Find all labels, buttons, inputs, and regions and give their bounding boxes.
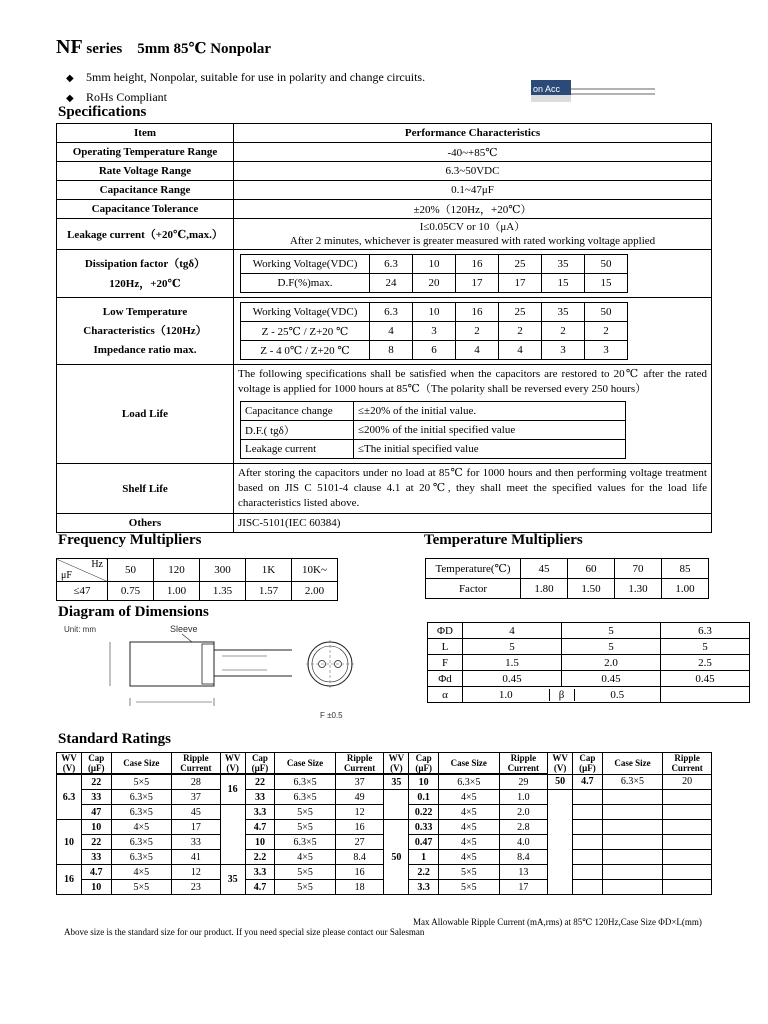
ratings-cap-cell: 33 (81, 790, 111, 805)
ratings-cap-cell (573, 790, 603, 805)
ratings-cell: 6.3×5 (275, 835, 336, 850)
ratings-row (57, 790, 712, 805)
ratings-cell: 17 (172, 820, 221, 835)
frequency-table: Hz μF 50 120 300 1K 10K~ ≤47 0.75 1.00 1.35 1.57 2.00 (56, 558, 338, 601)
shelf-life-text: After storing the capacitors under no load at 85℃ for 1000 hours and then performing voltage treatment based on JIS C 5101-4 clause 4.1 at 20℃, they shall meet the specified values for the load life characteristics listed above. (234, 464, 712, 514)
ratings-header-cell: Case Size (275, 753, 336, 775)
ratings-header-cell: Case Size (439, 753, 500, 775)
ratings-cap-cell: 4.7 (81, 865, 111, 880)
ratings-cap-cell (573, 850, 603, 865)
spec-row: Capacitance Range 0.1~47μF (57, 181, 712, 200)
ratings-cap-cell: 2.2 (245, 850, 275, 865)
specifications-table (56, 123, 712, 533)
ratings-cell: 12 (335, 805, 384, 820)
ratings-cell: 16 (335, 865, 384, 880)
ratings-header-cell: Ripple Current (499, 753, 548, 775)
diamond-bullet-icon: ◆ (66, 73, 74, 84)
ratings-wv-cell: 16 (57, 865, 82, 895)
ratings-header-cell: WV (V) (548, 753, 573, 775)
ratings-cap-cell: 22 (81, 774, 111, 790)
ratings-cap-cell: 33 (245, 790, 275, 805)
ratings-header-cell: Ripple Current (335, 753, 384, 775)
ratings-cap-cell: 0.33 (409, 820, 439, 835)
diagram-f-label: F ±0.5 (320, 711, 343, 720)
ratings-cell: 13 (499, 865, 548, 880)
leakage-note: After 2 minutes, whichever is greater measured with rated working voltage applied (289, 235, 656, 247)
load-life-table: Capacitance change ≤±20% of the initial value. D.F.( tgδ） ≤200% of the initial specified value Leakage current ≤The initial specified value (240, 401, 626, 459)
ratings-cell: 4×5 (111, 820, 172, 835)
specifications-heading: Specifications (58, 104, 147, 120)
ratings-cell (663, 820, 712, 835)
diamond-bullet-icon: ◆ (66, 93, 74, 104)
ratings-cell (602, 805, 663, 820)
ratings-header-cell: Cap (μF) (409, 753, 439, 775)
ratings-cell: 29 (499, 774, 548, 790)
ratings-cell: 4×5 (439, 850, 500, 865)
ratings-cell: 5×5 (275, 820, 336, 835)
ratings-cell (602, 865, 663, 880)
ratings-wv-cell (384, 790, 409, 820)
ratings-cell: 8.4 (499, 850, 548, 865)
ratings-cap-cell: 0.47 (409, 835, 439, 850)
standard-ratings-table (56, 752, 712, 895)
ratings-cap-cell: 22 (245, 774, 275, 790)
spec-row-others: Others JISC-5101(IEC 60384) (57, 514, 712, 533)
ratings-cell: 5×5 (111, 880, 172, 895)
ratings-cell: 5×5 (439, 865, 500, 880)
ratings-cap-cell: 0.22 (409, 805, 439, 820)
ratings-cell: 4×5 (439, 790, 500, 805)
ratings-cap-cell: 47 (81, 805, 111, 820)
ratings-cell (663, 790, 712, 805)
ratings-header-cell: Case Size (111, 753, 172, 775)
product-image (531, 80, 655, 102)
load-life-text: The following specifications shall be satisfied when the capacitors are restored to 20℃ after the rated voltage is applied for 1000 hours at 85℃（The polarity shall be reversed every 250 hours） (238, 368, 707, 395)
ratings-cell (663, 880, 712, 895)
spec-row: Rate Voltage Range 6.3~50VDC (57, 162, 712, 181)
ratings-cap-cell (573, 805, 603, 820)
ratings-cell: 4×5 (439, 805, 500, 820)
ratings-cell: 45 (172, 805, 221, 820)
ratings-cell: 4×5 (439, 835, 500, 850)
ratings-wv-cell (220, 805, 245, 865)
ratings-cap-cell: 4.7 (573, 774, 603, 790)
ratings-cell: 5×5 (275, 865, 336, 880)
ratings-cap-cell: 4.7 (245, 880, 275, 895)
spec-row-load-life: Load Life The following specifications shall be satisfied when the capacitors are restored to 20℃ after the rated voltage is applied for 1000 hours at 85℃（The polarity shall be reversed every 250 hours） Capacitance change ≤±20% of the initial value. D.F.( tgδ） ≤200% of the initial specified value Leakage current ≤The initial specified value (57, 365, 712, 464)
ratings-wv-cell (548, 790, 573, 895)
ratings-cell (663, 865, 712, 880)
ratings-cap-cell: 3.3 (245, 865, 275, 880)
ratings-cap-cell: 2.2 (409, 865, 439, 880)
ratings-cell: 12 (172, 865, 221, 880)
ratings-wv-cell: 35 (384, 774, 409, 790)
spec-row-low-temperature: Low Temperature Characteristics（120Hz） Impedance ratio max. Working Voltage(VDC) 6.3 10 16 25 35 50 Z - 25℃ / Z+20 ℃ 4 3 2 2 2 2 Z - 4 0℃ / Z+20 ℃ 8 6 4 4 3 3 (57, 298, 712, 365)
ratings-wv-cell: 50 (548, 774, 573, 790)
ratings-cap-cell: 4.7 (245, 820, 275, 835)
series-subtitle: 5mm 85℃ Nonpolar (137, 41, 272, 57)
ratings-cell: 4×5 (439, 820, 500, 835)
ratings-cell: 5×5 (439, 880, 500, 895)
ratings-cell (663, 805, 712, 820)
ratings-header-cell: Cap (μF) (245, 753, 275, 775)
series-word: series (86, 41, 123, 57)
ratings-cell (602, 835, 663, 850)
temperature-table: Temperature(℃) 45 60 70 85 Factor 1.80 1.50 1.30 1.00 (425, 558, 709, 599)
ratings-heading: Standard Ratings (58, 731, 171, 747)
ratings-cap-cell (573, 820, 603, 835)
ratings-header-cell: Ripple Current (172, 753, 221, 775)
ratings-cell: 6.3×5 (275, 790, 336, 805)
ratings-cell: 5×5 (275, 880, 336, 895)
freq-corner-cell: Hz μF (57, 559, 108, 582)
ratings-wv-cell: 50 (384, 820, 409, 895)
ratings-cell: 6.3×5 (111, 805, 172, 820)
ratings-cell: 2.8 (499, 820, 548, 835)
ratings-cell: 5×5 (275, 805, 336, 820)
spec-row-leakage: Leakage current（+20℃,max.） I≤0.05CV or 10（μA） After 2 minutes, whichever is greater measured with rated working voltage applied (57, 219, 712, 250)
col-item: Item (57, 124, 234, 143)
spec-row-shelf-life: Shelf Life After storing the capacitors under no load at 85℃ for 1000 hours and then performing voltage treatment based on JIS C 5101-4 clause 4.1 at 20℃, they shall meet the specified values for the load life characteristics listed above. (57, 464, 712, 514)
spec-row-dissipation: Dissipation factor（tgδ） 120Hz，+20℃ Working Voltage(VDC) 6.3 10 16 25 35 50 D.F(%)max. 24 20 17 17 15 15 (57, 250, 712, 298)
ratings-cell (663, 835, 712, 850)
ratings-cell (663, 850, 712, 865)
frequency-heading: Frequency Multipliers (58, 532, 202, 548)
ratings-cap-cell: 0.1 (409, 790, 439, 805)
ratings-header-cell: WV (V) (220, 753, 245, 775)
ratings-cap-cell: 10 (81, 880, 111, 895)
spec-row: Capacitance Tolerance ±20%（120Hz，+20℃） (57, 200, 712, 219)
ratings-cell: 6.3×5 (111, 790, 172, 805)
ratings-header-cell: Case Size (602, 753, 663, 775)
ratings-cell: 6.3×5 (439, 774, 500, 790)
ratings-cell: 4.0 (499, 835, 548, 850)
ratings-cap-cell: 22 (81, 835, 111, 850)
low-temperature-table: Working Voltage(VDC) 6.3 10 16 25 35 50 Z - 25℃ / Z+20 ℃ 4 3 2 2 2 2 Z - 4 0℃ / Z+20 ℃ 8 6 4 4 3 3 (240, 302, 628, 360)
diagram-sleeve-label: Sleeve (170, 624, 198, 634)
page-title (56, 36, 271, 59)
ratings-header-cell: Ripple Current (663, 753, 712, 775)
col-performance: Performance Characteristics (234, 124, 712, 143)
ratings-cap-cell: 3.3 (409, 880, 439, 895)
size-note: Above size is the standard size for our product. If you need special size please contact our Salesman (64, 927, 425, 937)
ratings-cap-cell (573, 880, 603, 895)
ratings-cell: 28 (172, 774, 221, 790)
ratings-header-cell: WV (V) (57, 753, 82, 775)
ratings-row (57, 774, 712, 790)
ripple-note: Max Allowable Ripple Current (mA,rms) at 85℃ 120Hz,Case Size ΦD×L(mm) (413, 917, 702, 927)
dimensions-table: ΦD 4 5 6.3 L 5 5 5 F 1.5 2.0 2.5 Φd 0.45 0.45 0.45 α 1.0 β 0.5 (427, 622, 750, 703)
ratings-row (57, 820, 712, 835)
ratings-wv-cell: 6.3 (57, 774, 82, 820)
ratings-cap-cell: 10 (409, 774, 439, 790)
ratings-header-cell: Cap (μF) (81, 753, 111, 775)
ratings-cell (602, 790, 663, 805)
dissipation-table: Working Voltage(VDC) 6.3 10 16 25 35 50 D.F(%)max. 24 20 17 17 15 15 (240, 254, 628, 293)
dimensions-heading: Diagram of Dimensions (58, 604, 209, 620)
ratings-cap-cell: 33 (81, 850, 111, 865)
ratings-cell: 4×5 (111, 865, 172, 880)
ratings-cell: 6.3×5 (602, 774, 663, 790)
ratings-cell: 2.0 (499, 805, 548, 820)
ratings-cell: 20 (663, 774, 712, 790)
ratings-wv-cell: 16 (220, 774, 245, 805)
ratings-cell: 27 (335, 835, 384, 850)
ratings-cell: 23 (172, 880, 221, 895)
series-name: NF (56, 36, 83, 58)
ratings-cell: 4×5 (275, 850, 336, 865)
temperature-heading: Temperature Multipliers (424, 532, 583, 548)
ratings-cell (602, 880, 663, 895)
ratings-cell: 1.0 (499, 790, 548, 805)
ratings-cap-cell: 10 (245, 835, 275, 850)
ratings-cap-cell (573, 835, 603, 850)
feature-item: ◆ 5mm height, Nonpolar, suitable for use in polarity and change circuits. (66, 68, 425, 88)
ratings-cell: 5×5 (111, 774, 172, 790)
ratings-cell: 41 (172, 850, 221, 865)
ratings-cell: 6.3×5 (111, 850, 172, 865)
leakage-formula: I≤0.05CV or 10（μA） (419, 221, 526, 233)
feature-list (66, 68, 425, 108)
ratings-cell (602, 820, 663, 835)
ratings-cap-cell (573, 865, 603, 880)
ratings-cell: 18 (335, 880, 384, 895)
ratings-cell: 37 (335, 774, 384, 790)
diagram-unit-label: Unit: mm (64, 625, 96, 634)
ratings-wv-cell: 10 (57, 820, 82, 865)
ratings-cell: 37 (172, 790, 221, 805)
ratings-cap-cell: 10 (81, 820, 111, 835)
ratings-cell: 8.4 (335, 850, 384, 865)
ratings-cap-cell: 1 (409, 850, 439, 865)
ratings-cell: 6.3×5 (275, 774, 336, 790)
ratings-cell: 33 (172, 835, 221, 850)
ratings-header-cell: Cap (μF) (573, 753, 603, 775)
ratings-cell (602, 850, 663, 865)
product-label: on Acc (533, 84, 561, 94)
ratings-header-cell: WV (V) (384, 753, 409, 775)
ratings-wv-cell: 35 (220, 865, 245, 895)
ratings-cell: 6.3×5 (111, 835, 172, 850)
feature-item: ◆ RoHs Compliant (66, 88, 425, 108)
ratings-cell: 49 (335, 790, 384, 805)
ratings-cell: 17 (499, 880, 548, 895)
spec-row: Operating Temperature Range -40~+85℃ (57, 143, 712, 162)
dimension-diagram (62, 620, 362, 724)
ratings-cap-cell: 3.3 (245, 805, 275, 820)
ratings-cell: 16 (335, 820, 384, 835)
